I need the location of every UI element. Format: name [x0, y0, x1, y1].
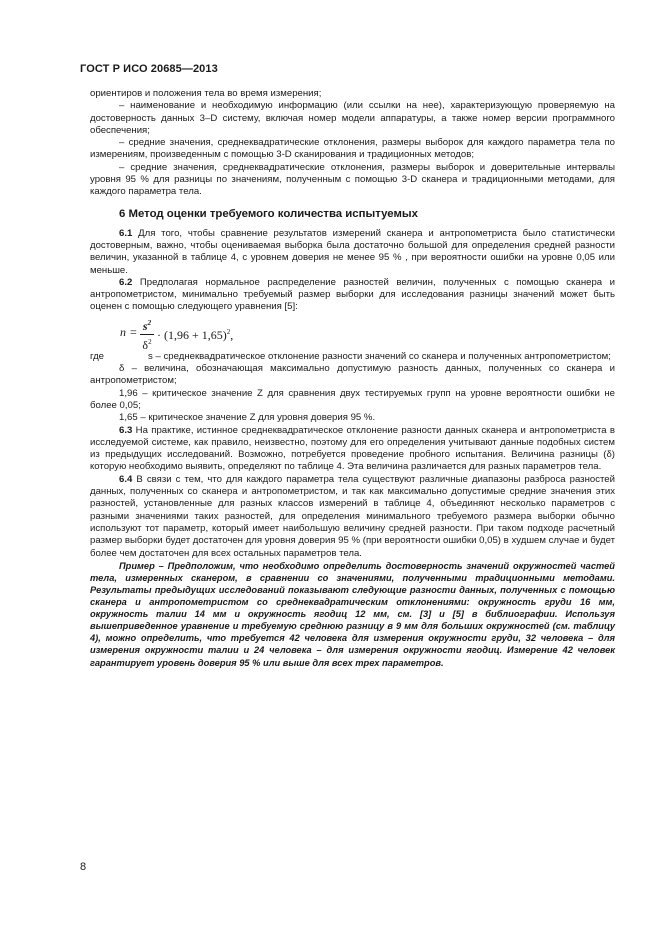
intro-line-3: – средние значения, среднеквадратические отклонения, размеры выборок для каждого параметра тела по измерениям, произведенным с помощью 3-D сканирования и традиционных методов;: [90, 137, 615, 161]
definition-item: 1,96 – критическое значение Z для сравнения двух тестируемых групп на уровне вероятности ошибки не более 0,05;: [90, 387, 615, 411]
definition-text: s – среднеквадратическое отклонение разности значений со сканера и полученных антропометристом;: [148, 350, 611, 362]
definition-item: 1,65 – критическое значение Z для уровня доверия 95 %.: [119, 412, 376, 424]
paragraph-number: 6.2: [119, 276, 133, 288]
formula-lhs: n: [120, 324, 126, 339]
example-note: Пример – Предположим, что необходимо определить достоверность значений окружностей частей тела, измеренных сканером, в сравнении со значениями, полученными традиционными методами. Результаты предыдущих исследований показывают следующие разности данных, полученных с помощью сканера и антропометристом со среднеквадратическим отклонениями: окружность груди 16 мм, окружность талии 14 мм и окружность ягодиц 12 мм, см. [3] и [5] в библиографии. Используя вышеприведенное уравнение и требуемую среднюю разницу в 9 мм для больших окружностей (см. таблицу 4), можно определить, что требуется 42 человека для измерения окружности груди, 32 человека – для измерения окружности талии и 24 человека – для измерения окружности ягодиц. Измерение 42 человек гарантирует уровень доверия 95 % или выше для всех трех параметров.: [90, 560, 615, 668]
section-title: 6 Метод оценки требуемого количества испытуемых: [119, 207, 418, 220]
paragraph-number: 6.4: [119, 473, 133, 485]
paragraph-number: 6.1: [119, 227, 133, 239]
definition-item: δ – величина, обозначающая максимально допустимую разность данных, полученных со сканера и антропометристом;: [90, 363, 615, 387]
paragraph-6-4: [90, 474, 615, 560]
fraction-bar: [140, 334, 154, 335]
paragraph-text: В связи с тем, что для каждого параметра тела существуют различные диапазоны разброса разностей данных, полученных со сканера и антропометристом, и так как максимально допустимые средние значения этих разностей, установленные для разных классов измерений в таблице 4, объединяют несколько параметров с разными значениями таких разностей, для определения минимального требуемого размера выборки обычно используют тот параметр, который имеет наибольшую величину средней разности. При таком подходе расчетный размер выборки будет достаточен для уровня доверия 95 % (при вероятности ошибки 0,05) в худшем случае и будет более чем достаточен для всех остальных параметров тела.: [90, 473, 615, 559]
intro-line-2: – наименование и необходимую информацию (или ссылки на нее), характеризующую проверяемую на достоверность данных 3–D систему, включая номер модели аппаратуры, а также номер версии программного обеспечения;: [90, 100, 615, 136]
formula-factor: · $(1,96 + 1,65)^2$,: [157, 327, 234, 342]
definition-item: [90, 351, 615, 363]
paragraph-6-3: [90, 425, 615, 474]
formula-denominator: $\delta^2$: [142, 337, 152, 352]
paragraph-text: На практике, истинное среднеквадратическое отклонение разности данных сканера и антропометриста в исследуемой системе, как правило, неизвестно, поэтому для его определения учитывают данные подобных систем из предыдущих исследований. Возможно, потребуется проведение пробного испытания. Величина разницы (δ) которую необходимо выявить, определяют по таблице 4. Эта величина различается для разных параметров тела.: [90, 424, 615, 473]
paragraph-6-1: [90, 228, 615, 277]
definitions-list: [90, 351, 615, 425]
standard-header: ГОСТ Р ИСО 20685—2013: [80, 63, 218, 75]
paragraph-number: 6.3: [119, 424, 133, 436]
intro-line-1: ориентиров и положения тела во время измерения;: [90, 88, 322, 99]
intro-line-4: – средние значения, среднеквадратические отклонения, размеры выборок и доверительные интервалы уровня 95 % для разницы по значениям, полученным с помощью 3-D сканера и традиционными методами, для каждого параметра тела.: [90, 161, 615, 198]
page-content: [90, 88, 615, 669]
formula-equals: =: [130, 324, 137, 339]
formula-fraction: [140, 317, 154, 351]
where-label: где: [90, 350, 105, 362]
sample-size-formula: [120, 317, 615, 352]
paragraph-text: Для того, чтобы сравнение результатов измерений сканера и антропометриста было статистически достоверным, важно, чтобы оцениваемая выборка была достаточно большой для определения средней разности величин, указанной в таблице 4, с уровнем доверия не менее 95 % , при вероятности ошибки на уровне 0,05 или меньше.: [90, 227, 615, 276]
paragraph-6-2: [90, 277, 615, 314]
formula-numerator: $s^2$: [142, 318, 152, 333]
page-number: 8: [80, 861, 87, 873]
paragraph-text: Предполагая нормальное распределение разностей величин, полученных с помощью сканера и антропометристом, минимально требуемый размер выборки для исследования разницы значений может быть оценен с помощью следующего уравнения [5]:: [90, 276, 615, 313]
